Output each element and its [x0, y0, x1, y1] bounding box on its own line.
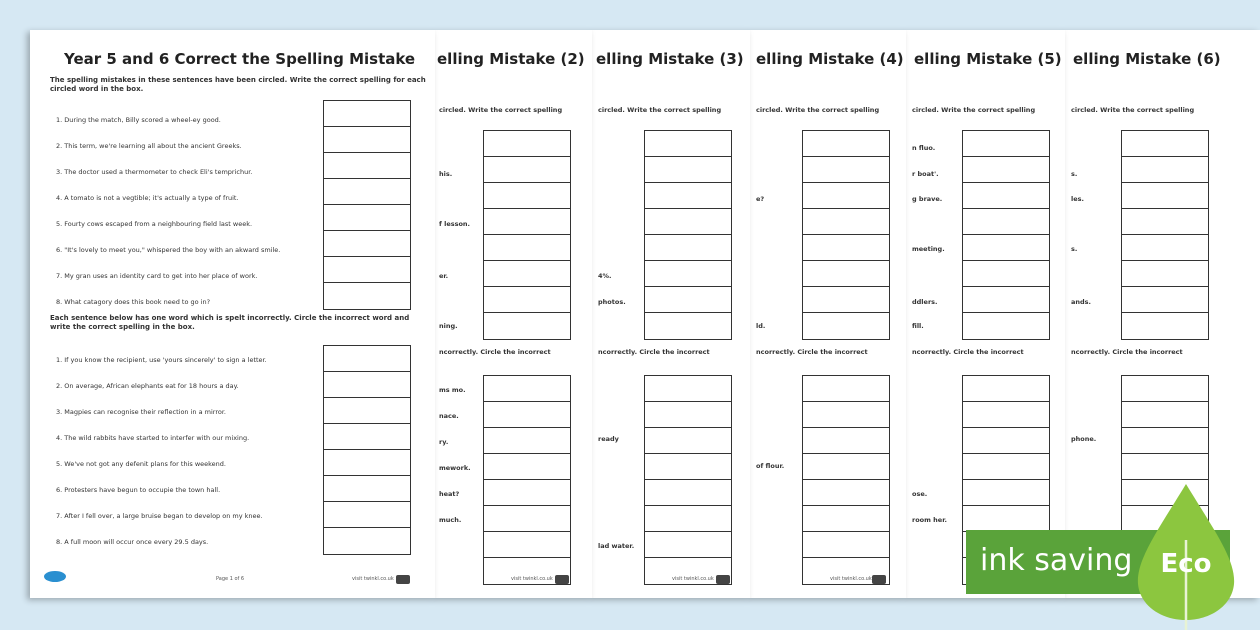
instruction-fragment: ncorrectly. Circle the incorrect [912, 348, 1024, 356]
instruction-fragment: circled. Write the correct spelling [1071, 106, 1195, 114]
instruction-fragment: circled. Write the correct spelling [598, 106, 722, 114]
page-title: elling Mistake (6) [1073, 50, 1221, 68]
footer-brand: visit twinkl.co.uk [352, 576, 394, 582]
sentence-fragment: ld. [756, 322, 766, 330]
page-title: elling Mistake (5) [914, 50, 1062, 68]
eco-leaf-icon [1128, 480, 1258, 630]
page-title: elling Mistake (4) [756, 50, 904, 68]
sentence-fragment: photos. [598, 298, 626, 306]
instruction-fragment: circled. Write the correct spelling [439, 106, 563, 114]
page-title: elling Mistake (3) [596, 50, 744, 68]
twinkl-icon [872, 575, 886, 584]
instruction-fragment: ncorrectly. Circle the incorrect [756, 348, 868, 356]
answer-boxes [483, 375, 571, 585]
sentence-fragment: ose. [912, 490, 928, 498]
sentence-fragment: s. [1071, 170, 1078, 178]
worksheet-page-2 [435, 30, 592, 598]
sentence-fragment: heat? [439, 490, 460, 498]
sentence-fragment: ands. [1071, 298, 1092, 306]
sentence-fragment: room her. [912, 516, 947, 524]
answer-boxes [1121, 130, 1209, 340]
sentence-fragment: phone. [1071, 435, 1097, 443]
instruction-fragment: ncorrectly. Circle the incorrect [598, 348, 710, 356]
question-12: 4. The wild rabbits have started to interfer with our mixing. [56, 434, 250, 442]
answer-boxes [962, 130, 1050, 340]
question-10: 2. On average, African elephants eat for 18 hours a day. [56, 382, 239, 390]
worksheet-page-1 [30, 30, 435, 598]
ink-saving-label: ink saving [980, 543, 1133, 578]
sentence-fragment: ready [598, 435, 619, 443]
sentence-fragment: nace. [439, 412, 459, 420]
question-11: 3. Magpies can recognise their reflection in a mirror. [56, 408, 227, 416]
sentence-fragment: n fluo. [912, 144, 936, 152]
sentence-fragment: les. [1071, 195, 1084, 203]
footer-brand: visit twinkl.co.uk [830, 576, 872, 582]
instruction-fragment: circled. Write the correct spelling [912, 106, 1036, 114]
worksheet-page-3 [592, 30, 750, 598]
question-14: 6. Protesters have begun to occupie the town hall. [56, 486, 221, 494]
question-16: 8. A full moon will occur once every 29.5 days. [56, 538, 209, 546]
twinkl-icon [716, 575, 730, 584]
sentence-fragment: g brave. [912, 195, 943, 203]
sentence-fragment: ning. [439, 322, 458, 330]
answer-boxes-2 [323, 345, 411, 555]
instruction-2: Each sentence below has one word which is spelt incorrectly. Circle the incorrect word and write the correct spelling in the box. [50, 314, 410, 331]
worksheet-page-4 [750, 30, 906, 598]
question-2: 2. This term, we're learning all about the ancient Greeks. [56, 142, 242, 150]
instruction-1: The spelling mistakes in these sentences have been circled. Write the correct spelling for each circled word in the box. [50, 76, 426, 93]
answer-boxes [802, 375, 890, 585]
twinkl-icon [396, 575, 410, 584]
footer-page-number: Page 1 of 6 [216, 576, 245, 582]
question-6: 6. "It's lovely to meet you," whispered the boy with an akward smile. [56, 246, 281, 254]
page-title: Year 5 and 6 Correct the Spelling Mistake [64, 50, 416, 68]
sentence-fragment: e? [756, 195, 765, 203]
sentence-fragment: er. [439, 272, 449, 280]
sentence-fragment: lad water. [598, 542, 635, 550]
question-4: 4. A tomato is not a vegtible; it's actually a type of fruit. [56, 194, 239, 202]
sentence-fragment: 4%. [598, 272, 612, 280]
eco-label: Eco [1160, 549, 1212, 579]
sentence-fragment: ry. [439, 438, 449, 446]
question-7: 7. My gran uses an identity card to get into her place of work. [56, 272, 258, 280]
sentence-fragment: fill. [912, 322, 924, 330]
sentence-fragment: mework. [439, 464, 471, 472]
question-15: 7. After I fell over, a large bruise began to develop on my knee. [56, 512, 263, 520]
answer-boxes [802, 130, 890, 340]
twinkl-logo [44, 571, 66, 582]
sentence-fragment: f lesson. [439, 220, 471, 228]
instruction-fragment: ncorrectly. Circle the incorrect [439, 348, 551, 356]
worksheet-page-5 [906, 30, 1065, 598]
question-13: 5. We've not got any defenit plans for this weekend. [56, 460, 226, 468]
sentence-fragment: s. [1071, 245, 1078, 253]
answer-boxes [483, 130, 571, 340]
answer-boxes-1 [323, 100, 411, 310]
footer-brand: visit twinkl.co.uk [672, 576, 714, 582]
sentence-fragment: his. [439, 170, 453, 178]
answer-boxes [644, 130, 732, 340]
page-title: elling Mistake (2) [437, 50, 585, 68]
question-3: 3. The doctor used a thermometer to check Eli's temprichur. [56, 168, 253, 176]
sentence-fragment: r boat'. [912, 170, 939, 178]
twinkl-icon [555, 575, 569, 584]
question-9: 1. If you know the recipient, use 'yours sincerely' to sign a letter. [56, 356, 267, 364]
sentence-fragment: ms mo. [439, 386, 466, 394]
sentence-fragment: much. [439, 516, 462, 524]
question-5: 5. Fourty cows escaped from a neighbouring field last week. [56, 220, 253, 228]
sentence-fragment: of flour. [756, 462, 785, 470]
sentence-fragment: ddlers. [912, 298, 938, 306]
instruction-fragment: ncorrectly. Circle the incorrect [1071, 348, 1183, 356]
question-1: 1. During the match, Billy scored a wheel-ey good. [56, 116, 221, 124]
instruction-fragment: circled. Write the correct spelling [756, 106, 880, 114]
sentence-fragment: meeting. [912, 245, 945, 253]
footer-brand: visit twinkl.co.uk [511, 576, 553, 582]
answer-boxes [644, 375, 732, 585]
question-8: 8. What catagory does this book need to go in? [56, 298, 211, 306]
